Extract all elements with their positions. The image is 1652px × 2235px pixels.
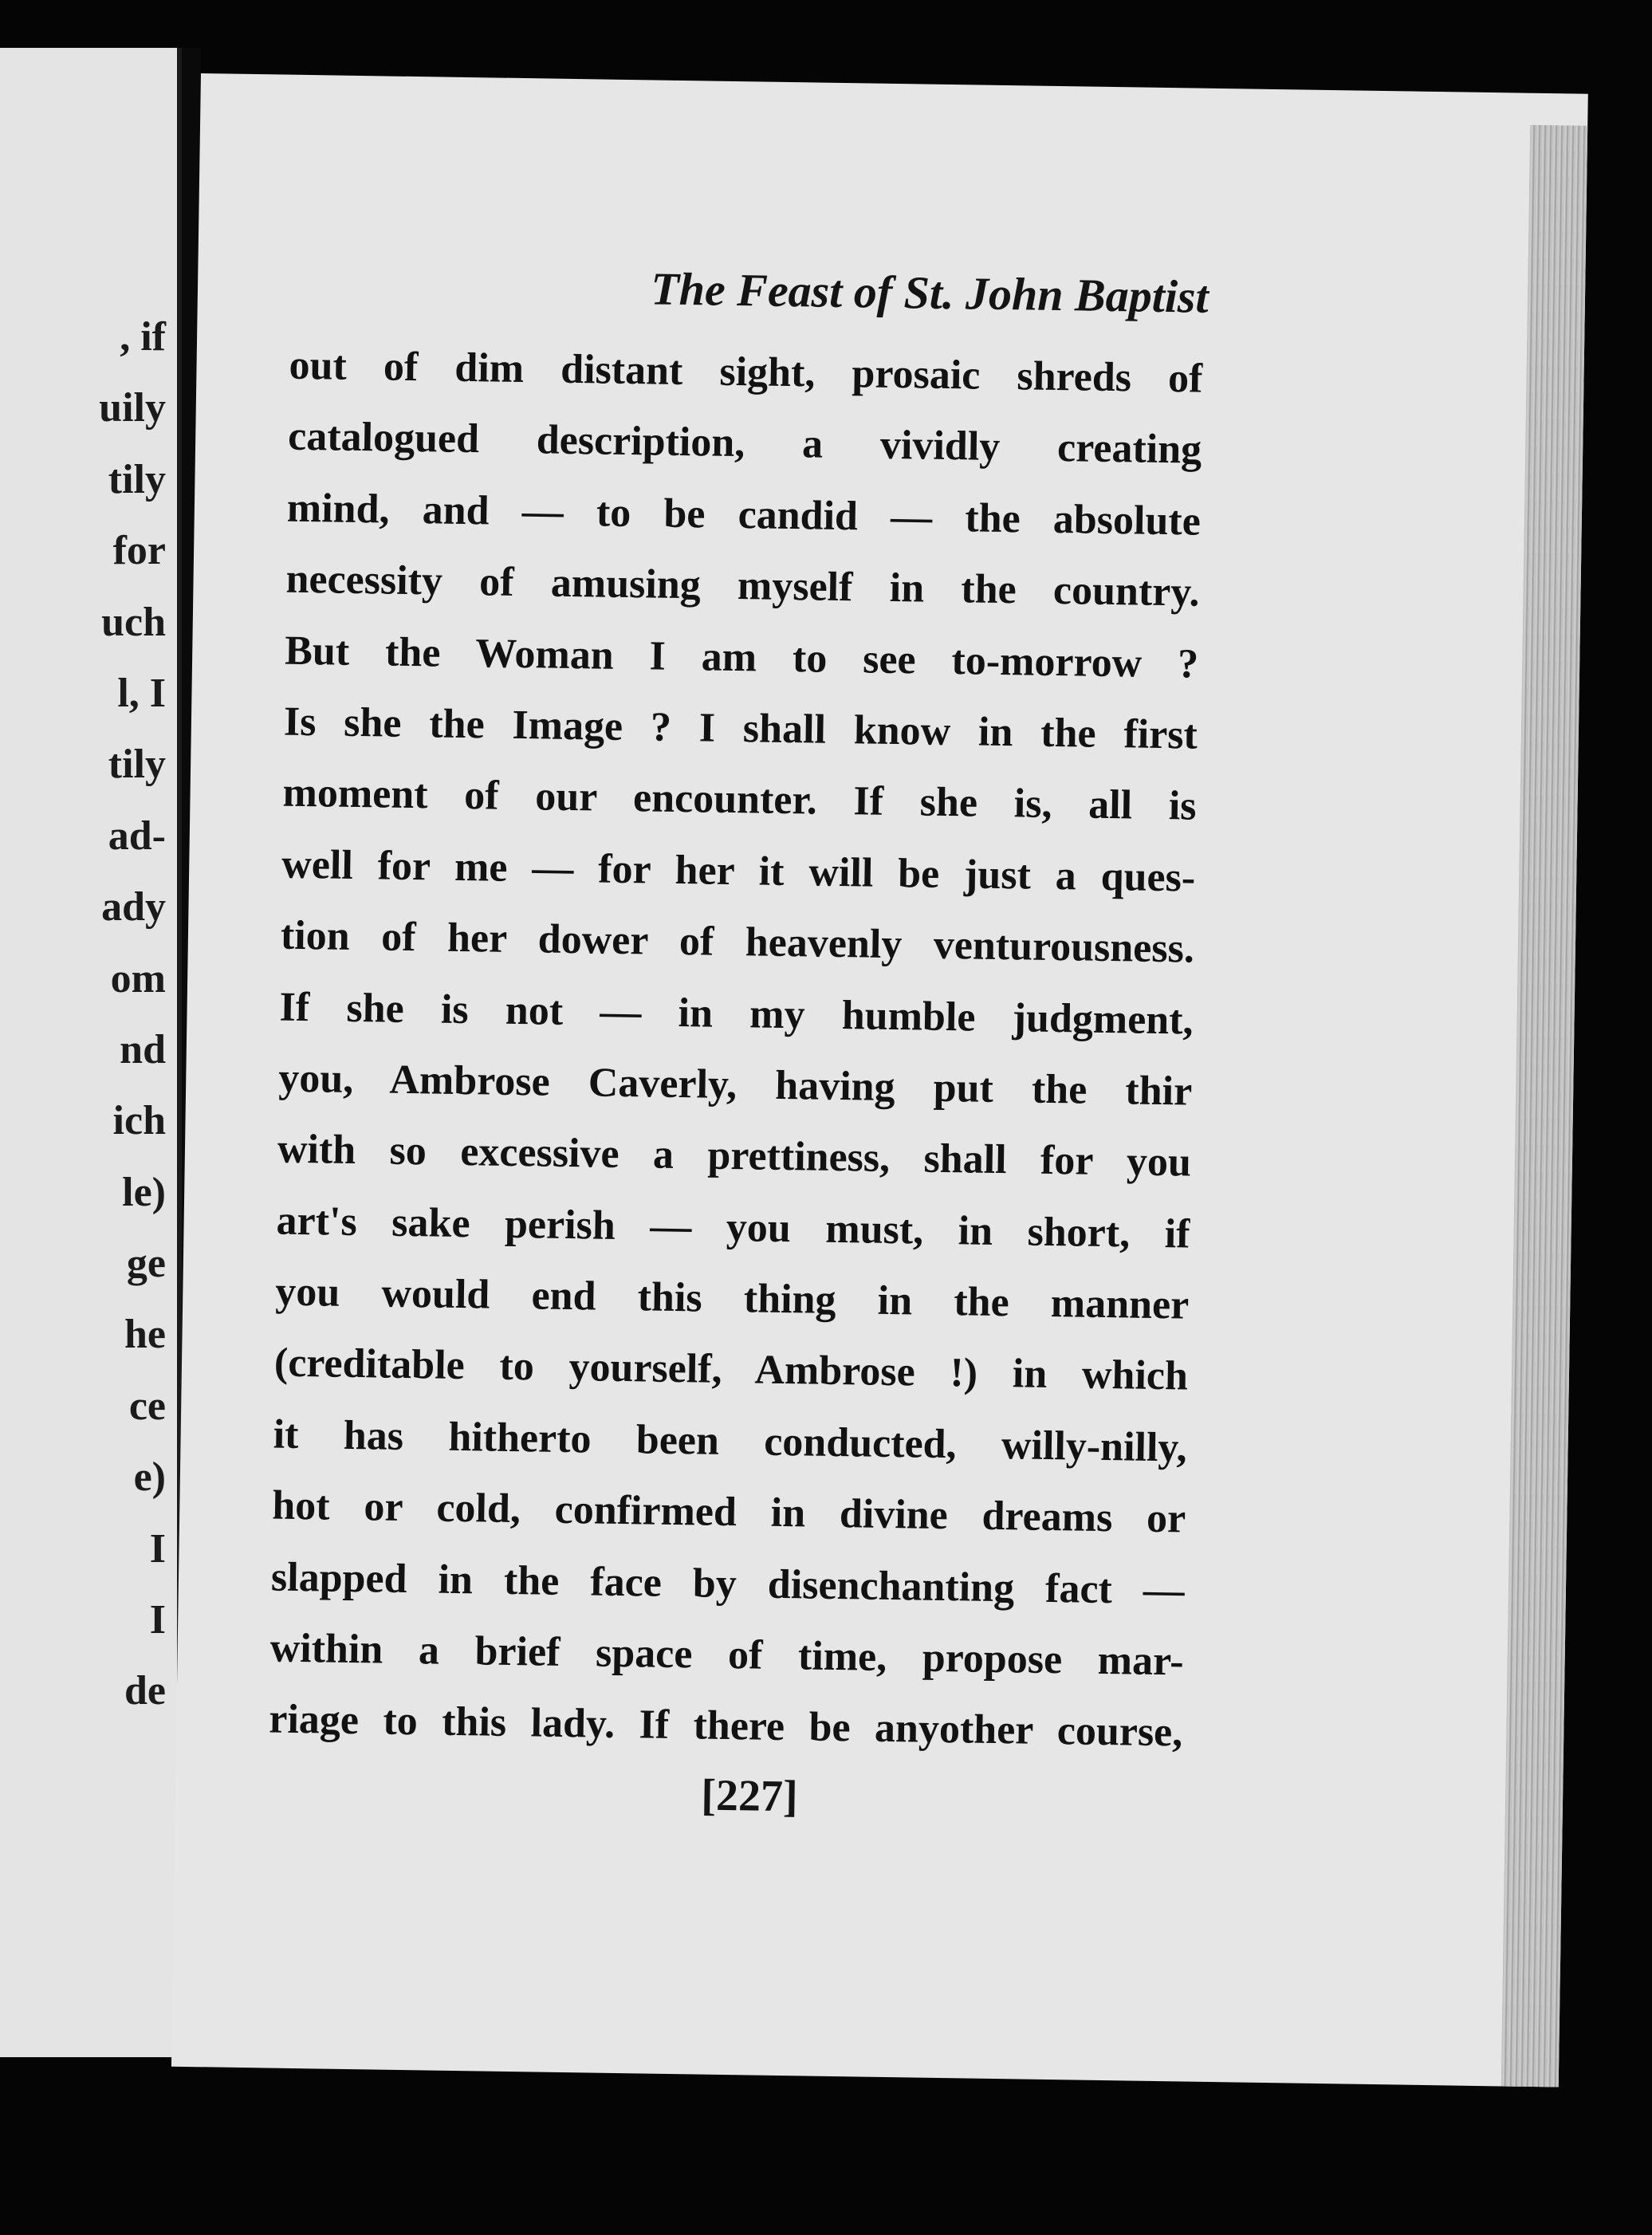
right-page xyxy=(171,73,1588,2087)
page-number: [227] xyxy=(700,1770,799,1822)
left-page-fragment: uily xyxy=(99,385,166,431)
left-page-fragment: om xyxy=(110,955,166,1001)
left-page-fragment: l, I xyxy=(117,670,166,716)
left-page-fragment: ad- xyxy=(108,813,166,859)
left-page-fragment: de xyxy=(124,1668,166,1714)
text-line: Is she the Image ? I shall know in the first xyxy=(283,698,1198,758)
text-line: art's sake perish — you must, in short, if xyxy=(276,1198,1190,1257)
left-page-fragment: tily xyxy=(108,456,166,502)
left-page-fragment: le) xyxy=(122,1169,166,1215)
text-line: you would end this thing in the manner xyxy=(274,1269,1190,1328)
text-line: necessity of amusing myself in the country. xyxy=(285,556,1200,616)
left-page-fragment: e) xyxy=(133,1454,166,1501)
text-line: mind, and — to be candid — the absolute xyxy=(286,485,1202,545)
text-line: But the Woman I am to see to-morrow ? xyxy=(284,628,1199,687)
text-line: with so excessive a prettiness, shall for you xyxy=(277,1126,1192,1186)
left-page-fragment: for xyxy=(112,528,166,574)
text-line: hot or cold, confirmed in divine dreams or xyxy=(271,1482,1186,1542)
text-line: well for me — for her it will be just a ques- xyxy=(281,841,1196,901)
left-page-fragment: nd xyxy=(120,1026,166,1072)
text-line: (creditable to yourself, Ambrose !) in which xyxy=(273,1340,1189,1400)
text-line: slapped in the face by disenchanting fact — xyxy=(270,1554,1186,1614)
text-line: If she is not — in my humble judgment, xyxy=(279,984,1194,1044)
text-line: within a brief space of time, propose mar- xyxy=(269,1625,1185,1685)
left-page-fragment: tily xyxy=(108,742,166,788)
left-page-fragment: he xyxy=(124,1312,166,1358)
running-head: The Feast of St. John Baptist xyxy=(650,262,1210,323)
left-page-line-fragments xyxy=(99,301,166,1727)
text-line: it has hitherto been conducted, willy-nilly, xyxy=(273,1411,1187,1471)
text-line: out of dim distant sight, prosaic shreds of xyxy=(289,342,1203,402)
body-text xyxy=(269,330,1203,1769)
left-page-fragment: I xyxy=(149,1525,166,1572)
text-line: you, Ambrose Caverly, having put the thir xyxy=(277,1055,1193,1115)
text-line: catalogued description, a vividly creating xyxy=(287,414,1202,474)
left-page-fragment: I xyxy=(149,1597,166,1643)
left-page-fragment: , if xyxy=(120,314,166,360)
left-page-fragment: ady xyxy=(101,884,166,931)
left-facing-page xyxy=(0,48,182,2057)
left-page-fragment: ich xyxy=(112,1098,166,1144)
text-line: moment of our encounter. If she is, all is xyxy=(282,769,1197,829)
text-line: riage to this lady. If there be anyother course, xyxy=(268,1696,1183,1756)
left-page-fragment: ce xyxy=(128,1383,166,1429)
page-edge-stack xyxy=(1501,125,1587,2087)
left-page-fragment: ge xyxy=(126,1241,166,1287)
text-line: tion of her dower of heavenly venturousness. xyxy=(280,912,1195,972)
left-page-fragment: uch xyxy=(101,599,166,645)
